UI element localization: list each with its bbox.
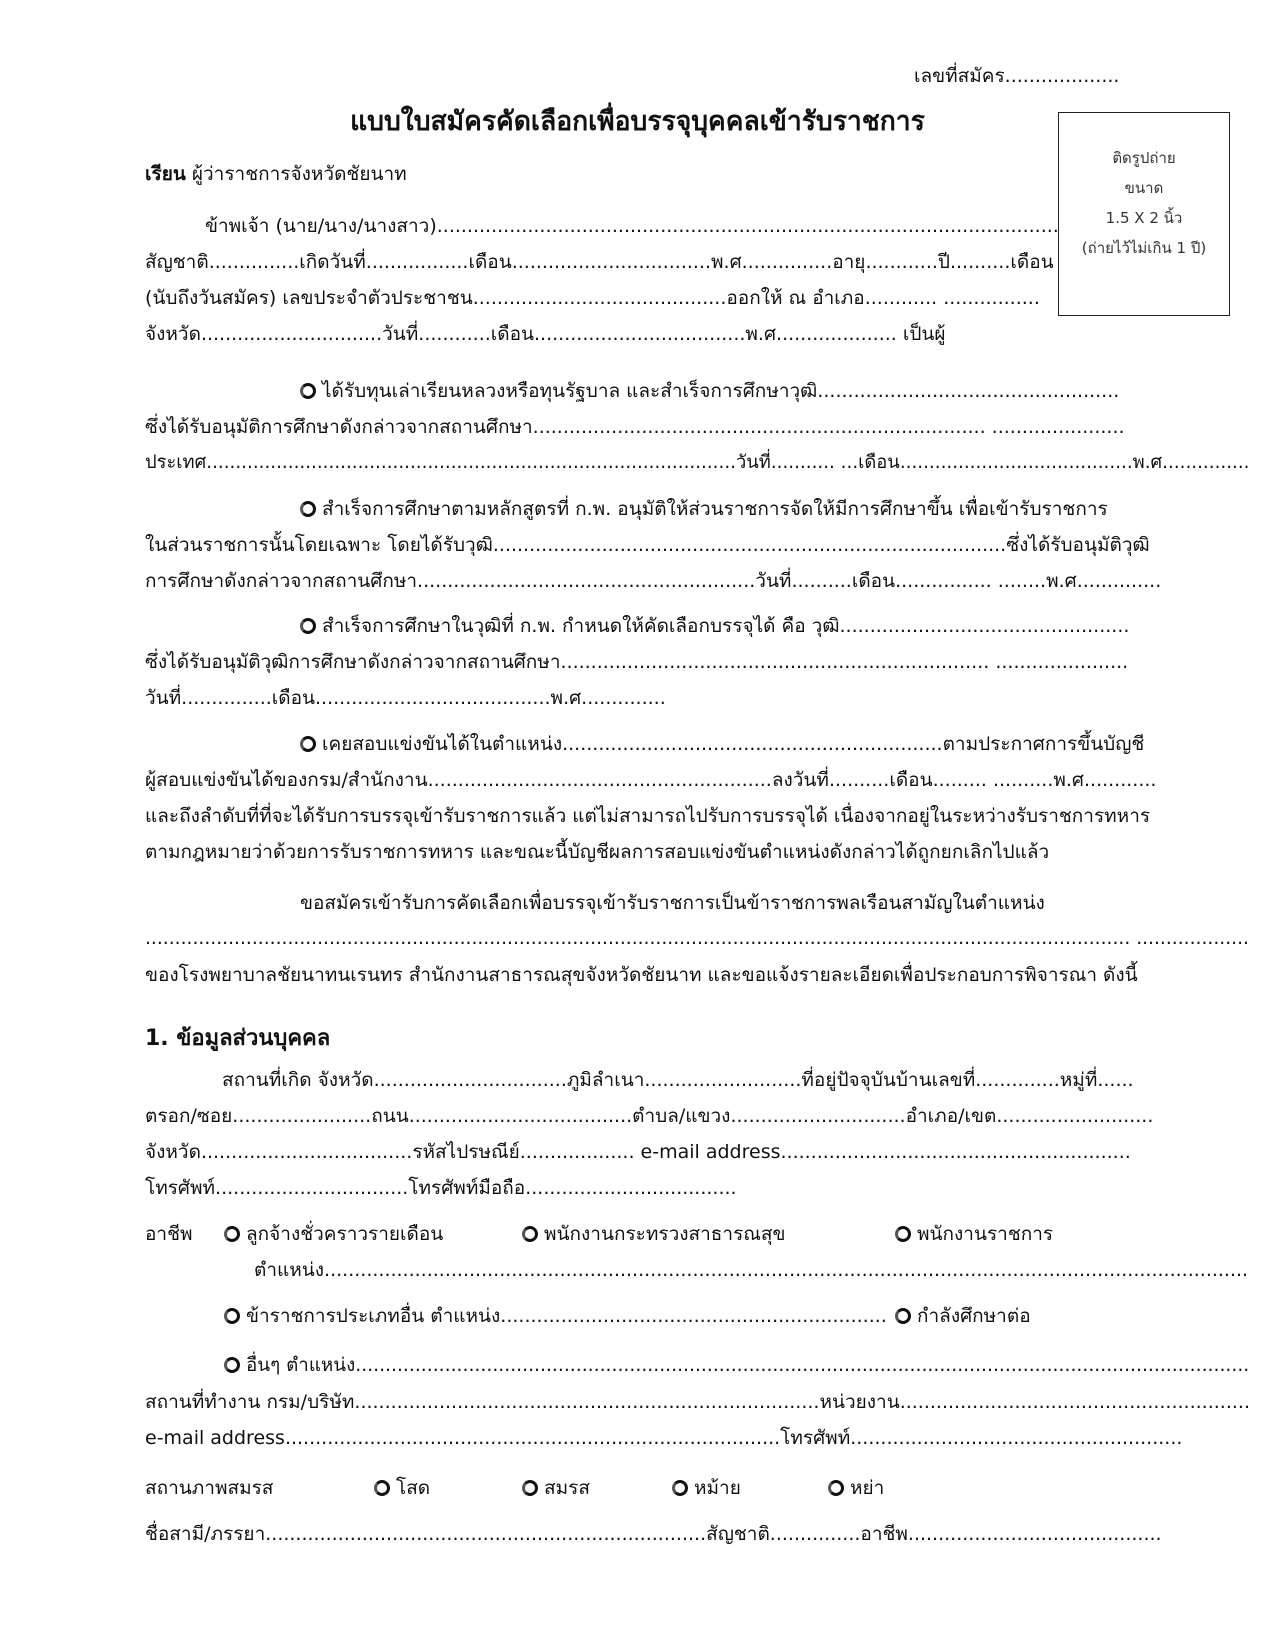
photo-box [1058, 112, 1230, 316]
option2-line[interactable]: การศึกษาดังกล่าวจากสถานศึกษา........................................................วันที่..........เดือน................ ........พ.ศ.............. [145, 570, 1162, 592]
radio-icon[interactable] [522, 1226, 538, 1242]
occupation-option-temp[interactable] [224, 1220, 443, 1248]
occupation-option-label: กำลังศึกษาต่อ [917, 1305, 1031, 1327]
option2-line[interactable]: ในส่วนราชการนั้นโดยเฉพาะ โดยได้รับวุฒิ.....................................................................................ซึ่งได้รับอนุมัติวุฒิ [145, 534, 1150, 556]
request-line: ขอสมัครเข้ารับการคัดเลือกเพื่อบรรจุเข้ารับราชการเป็นข้าราชการพลเรือนสามัญในตำแหน่ง [300, 892, 1045, 914]
occupation-option-gov-employee[interactable] [895, 1220, 1053, 1248]
option4-line: ตามกฎหมายว่าด้วยการรับราชการทหาร และขณะนี้บัญชีผลการสอบแข่งขันตำแหน่งดังกล่าวได้ถูกยกเลิกไปแล้ว [145, 841, 1050, 863]
intro-line[interactable]: สัญชาติ...............เกิดวันที่.................เดือน.................................พ.ศ...............อายุ............ปี..........เดือน [145, 251, 1054, 273]
option3-line[interactable]: วันที่...............เดือน.......................................พ.ศ.............. [145, 687, 666, 709]
occupation-option-student[interactable] [895, 1302, 1031, 1330]
marital-option-label: โสด [396, 1477, 431, 1499]
option1-line[interactable]: ซึ่งได้รับอนุมัติการศึกษาดังกล่าวจากสถานศึกษา........................................................................... ...................... [145, 416, 1125, 438]
option2-text: สำเร็จการศึกษาตามหลักสูตรที่ ก.พ. อนุมัติให้ส่วนราชการจัดให้มีการศึกษาขึ้น เพื่อเข้ารับราชการ [322, 498, 1108, 520]
occupation-option-label: พนักงานกระทรวงสาธารณสุข [544, 1223, 786, 1245]
option1-text: ได้รับทุนเล่าเรียนหลวงหรือทุนรัฐบาล และสำเร็จการศึกษาวุฒิ.................................................. [322, 380, 1120, 402]
workplace-line[interactable]: สถานที่ทำงาน กรม/บริษัท.............................................................................หน่วยงาน.......................................................... [145, 1391, 1250, 1413]
salutation [145, 160, 407, 188]
marital-option-single[interactable] [374, 1474, 430, 1502]
radio-icon[interactable] [300, 501, 316, 517]
radio-icon[interactable] [895, 1308, 911, 1324]
option1-line[interactable]: ประเทศ...........................................................................................วันที่........... ...เดือน........................................พ.ศ............... [145, 452, 1250, 473]
request-line: ของโรงพยาบาลชัยนาทนเรนทร สำนักงานสาธารณสุขจังหวัดชัยนาท และขอแจ้งรายละเอียดเพื่อประกอบการพิจารณา ดังนี้ [145, 964, 1138, 986]
intro-line[interactable]: (นับถึงวันสมัคร) เลขประจำตัวประชาชน..........................................ออกให้ ณ อำเภอ............ ................ [145, 287, 1040, 309]
option4-line: และถึงลำดับที่ที่จะได้รับการบรรจุเข้ารับราชการแล้ว แต่ไม่สามารถไปรับการบรรจุได้ เนื่องจากอยู่ในระหว่างรับราชการทหาร [145, 805, 1151, 827]
option3-line[interactable]: ซึ่งได้รับอนุมัติวุฒิการศึกษาดังกล่าวจากสถานศึกษา....................................................................... ...................... [145, 651, 1129, 673]
photo-box-line: 1.5 X 2 นิ้ว [1105, 209, 1183, 227]
work-email-line[interactable]: e-mail address..................................................................................โทรศัพท์....................................................... [145, 1427, 1183, 1449]
application-number: เลขที่สมัคร................... [914, 65, 1120, 87]
option3-text: สำเร็จการศึกษาในวุฒิที่ ก.พ. กำหนดให้คัดเลือกบรรจุได้ คือ วุฒิ................................................ [322, 615, 1130, 637]
option3-line[interactable] [300, 612, 1129, 640]
phone-line[interactable]: โทรศัพท์................................โทรศัพท์มือถือ................................... [145, 1177, 737, 1199]
occupation-position-field[interactable]: ตำแหน่ง......................................................................................................................................................... [254, 1259, 1249, 1281]
radio-icon[interactable] [374, 1480, 390, 1496]
option4-text: เคยสอบแข่งขันได้ในตำแหน่ง...............................................................ตามประกาศการขึ้นบัญชี [322, 733, 1145, 755]
marital-option-label: หย่า [850, 1477, 885, 1499]
occupation-option-other-gov[interactable] [224, 1302, 887, 1330]
spouse-line[interactable]: ชื่อสามี/ภรรยา.........................................................................สัญชาติ...............อาชีพ.......................................... [145, 1523, 1162, 1545]
occupation-option-label: พนักงานราชการ [917, 1223, 1054, 1245]
radio-icon[interactable] [300, 383, 316, 399]
intro-line[interactable]: จังหวัด..............................วันที่............เดือน...................................พ.ศ.................... เป็นผู้ [145, 323, 946, 345]
intro-line[interactable]: ข้าพเจ้า (นาย/นาง/นางสาว)....................................................................................................... [205, 215, 1059, 237]
marital-option-divorced[interactable] [828, 1474, 884, 1502]
section-heading: 1. ข้อมูลส่วนบุคคล [145, 1026, 331, 1051]
radio-icon[interactable] [224, 1308, 240, 1324]
option4-line[interactable] [300, 730, 1144, 758]
radio-icon[interactable] [224, 1226, 240, 1242]
photo-box-line: ขนาด [1124, 179, 1164, 197]
option1-line[interactable] [300, 377, 1119, 405]
marital-option-label: หม้าย [694, 1477, 741, 1499]
radio-icon[interactable] [522, 1480, 538, 1496]
salutation-text: ผู้ว่าราชการจังหวัดชัยนาท [191, 163, 407, 185]
request-position-field[interactable]: ...................................................................................................................................................................... ................... [145, 928, 1249, 949]
form-title: แบบใบสมัครคัดเลือกเพื่อบรรจุบุคคลเข้ารับราชการ [350, 106, 925, 137]
occupation-option-other[interactable] [224, 1352, 1249, 1380]
option4-line[interactable]: ผู้สอบแข่งขันได้ของกรม/สำนักงาน.........................................................ลงวันที่..........เดือน......... ..........พ.ศ............ [145, 769, 1157, 791]
radio-icon[interactable] [828, 1480, 844, 1496]
radio-icon[interactable] [895, 1226, 911, 1242]
salutation-label: เรียน [145, 163, 186, 185]
occupation-option-moph[interactable] [522, 1220, 786, 1248]
photo-box-line: (ถ่ายไว้ไม่เกิน 1 ปี) [1081, 239, 1207, 257]
birthplace-line[interactable]: สถานที่เกิด จังหวัด................................ภูมิลำเนา..........................ที่อยู่ปัจจุบันบ้านเลขที่..............หมู่ที่...... [222, 1069, 1134, 1091]
occupation-label: อาชีพ [145, 1223, 193, 1245]
option2-line[interactable] [300, 495, 1108, 523]
marital-option-label: สมรส [544, 1477, 590, 1499]
radio-icon[interactable] [224, 1357, 240, 1373]
address-line[interactable]: ตรอก/ซอย.......................ถนน.....................................ตำบล/แขวง.............................อำเภอ/เขต.......................... [145, 1105, 1154, 1127]
province-line[interactable]: จังหวัด...................................รหัสไปรษณีย์................... e-mail address.......................................................... [145, 1141, 1131, 1163]
marital-label: สถานภาพสมรส [145, 1477, 274, 1499]
occupation-option-label: อื่นๆ ตำแหน่ง...................................................................................................................................................... [246, 1355, 1250, 1376]
marital-option-married[interactable] [522, 1474, 590, 1502]
radio-icon[interactable] [300, 736, 316, 752]
photo-box-line: ติดรูปถ่าย [1112, 149, 1176, 167]
occupation-option-label: ข้าราชการประเภทอื่น ตำแหน่ง................................................................ [246, 1305, 887, 1327]
radio-icon[interactable] [300, 618, 316, 634]
occupation-option-label: ลูกจ้างชั่วคราวรายเดือน [246, 1223, 444, 1245]
marital-option-widowed[interactable] [672, 1474, 741, 1502]
radio-icon[interactable] [672, 1480, 688, 1496]
